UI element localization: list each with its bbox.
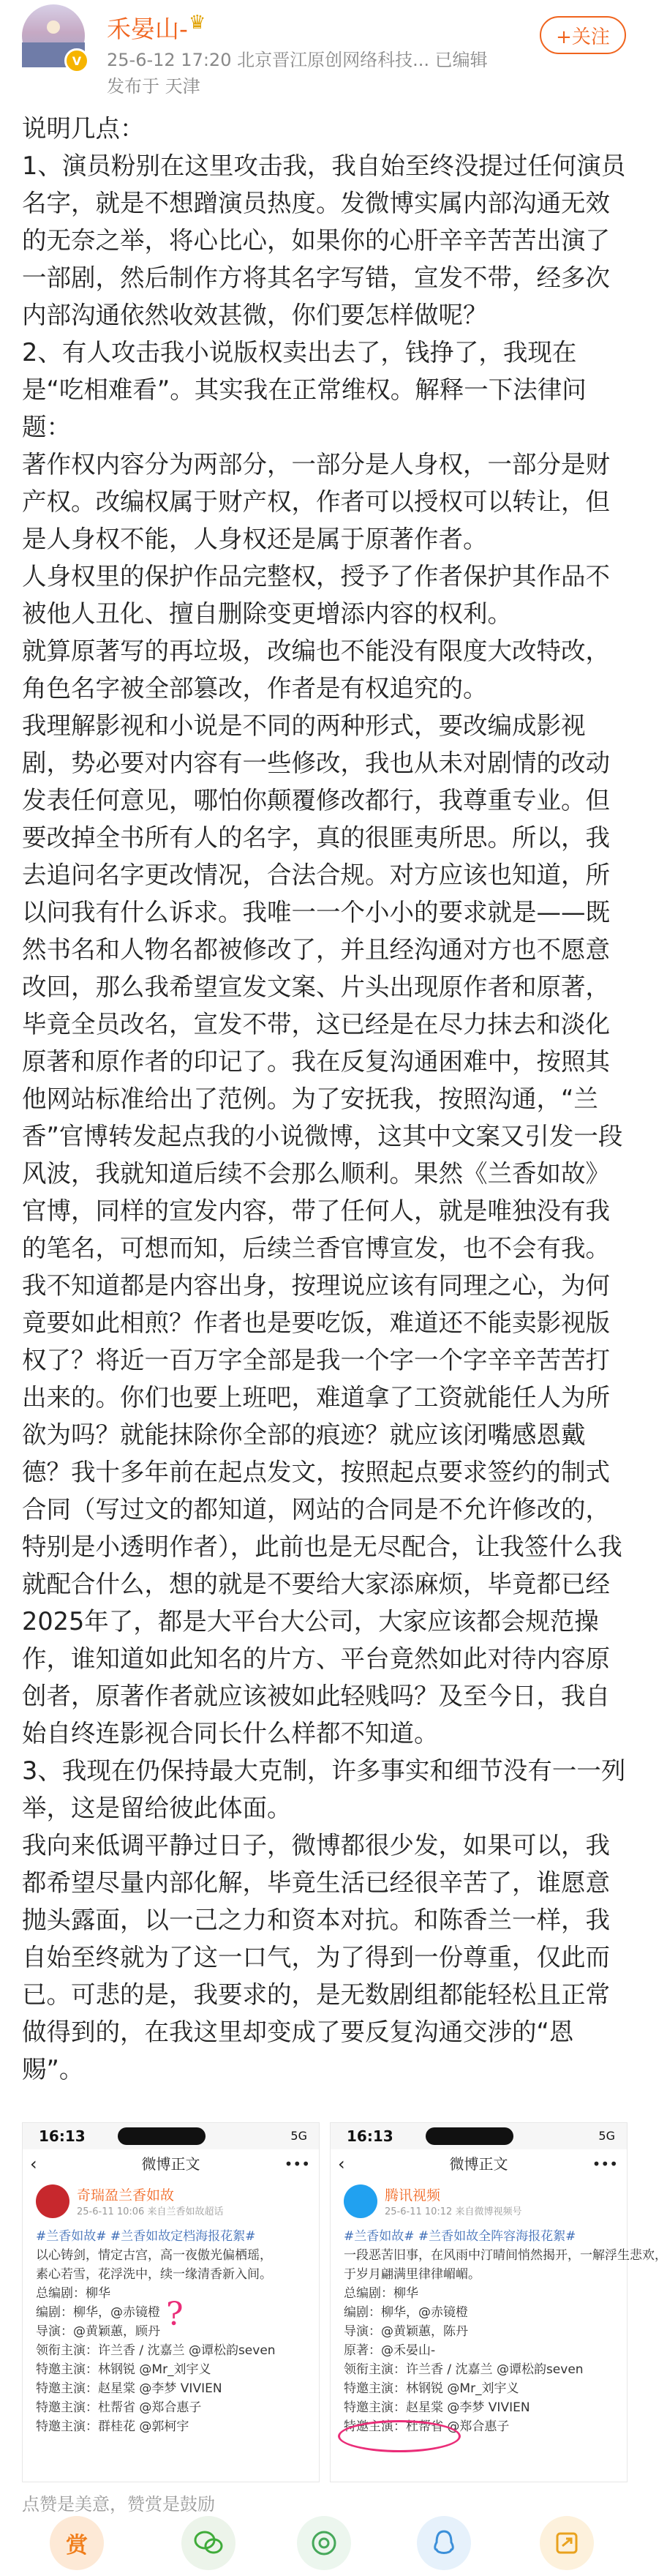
screen-title: 微博正文 [449,2155,508,2173]
text-line: 以心铸剑，情定古宫，高一夜傲光偏栖瑶， [36,2248,272,2263]
follow-button[interactable]: +关注 [540,16,626,54]
post-paragraph: 人身权里的保护作品完整权，授予了作者保护其作品不被他人丑化、擅自删除变更增添内容的权利。 [22,562,610,628]
text-line: 特邀主演：赵星棠 @李梦 VIVIEN [36,2381,222,2396]
share-icon[interactable] [540,2516,594,2570]
account-name: 腾讯视频 [385,2187,441,2204]
text-line: #兰香如故# #兰香如故全阵容海报花絮# [344,2229,576,2244]
status-time: 16:13 [347,2127,393,2145]
text-line: 总编剧：柳华 [344,2286,418,2301]
text-line: 导演：@黄颖蕙，顾丹 [36,2324,160,2339]
text-line: 特邀主演：杜帮省 @郑合惠子 [36,2400,202,2415]
verified-badge-icon: V [64,48,89,73]
moments-icon[interactable] [297,2516,351,2570]
post-paragraph: 3、我现在仍保持最大克制，许多事实和细节没有一一列举，这是留给彼此体面。 [22,1756,626,1822]
crown-icon: ♛ [189,12,206,34]
text-line: 编剧：柳华，@赤镜橙 [344,2305,468,2320]
qq-icon[interactable] [417,2516,471,2570]
text-line: 导演：@黄颖蕙，陈丹 [344,2324,468,2339]
screen-title: 微博正文 [141,2155,200,2173]
post-meta: 25-6-12 17:20 北京晋江原创网络科技... 已编辑 [107,50,488,70]
account-avatar [36,2184,69,2218]
text-line: 特邀主演：林钢锐 @Mr_刘宇义 [36,2362,211,2377]
dynamic-island [426,2127,513,2145]
question-mark-annotation: ? [166,2296,184,2333]
reward-note: 点赞是美意，赞赏是鼓励 [22,2494,215,2515]
text-line: 总编剧：柳华 [36,2286,110,2301]
text-line: 一段恶苦旧事，在风雨中汀晴间悄然揭开，一解浮生悲欢， [344,2248,667,2263]
dynamic-island [118,2127,206,2145]
attached-screenshot-1[interactable] [22,2122,320,2482]
wechat-icon[interactable] [181,2516,235,2570]
account-meta: 25-6-11 10:06 来自兰香如故超话 [77,2206,224,2217]
post-paragraph: 1、演员粉别在这里攻击我，我自始至终没提过任何演员名字，就是不想蹭演员热度。发微博实属内部沟通无效的无奈之举，将心比心，如果你的心肝辛辛苦苦出演了一部剧，然后制作方将其名字写错，宣发不带，经多次内部沟通依然收效甚微，你们要怎样做呢？ [22,151,626,329]
text-line: 原著：@禾晏山- [344,2343,436,2358]
post-paragraph: 我理解影视和小说是不同的两种形式，要改编成影视剧，势必要对内容有一些修改，我也从未对剧情的改动发表任何意见，哪怕你颠覆修改都行，我尊重专业。但要改掉全书所有人的名字，真的很匪夷所思。所以，我去追问名字更改情况，合法合规。对方应该也知道，所以问我有什么诉求。我唯一一个小小的要求就是——既然书名和人物名都被修改了，并且经沟通对方也不愿意改回，那么我希望宣发文案、片头出现原作者和原著，毕竟全员改名，宣发不带，这已经是在尽力抹去和淡化原著和原作者的印记了。我在反复沟通困难中，按照其他网站标准给出了范例。为了安抚我，按照沟通，“兰香”官博转发起点我的小说微博，这其中文案又引发一段风波，我就知道后续不会那么顺利。果然《兰香如故》官博，同样的宣发内容，带了任何人，就是唯独没有我的笔名，可想而知，后续兰香官博宣发，也不会有我。我不知道都是内容出身，按理说应该有同理之心，为何竟要如此相煎？作者也是要吃饭，难道还不能卖影视版权了？将近一百万字全部是我一个字一个字辛辛苦苦打出来的。你们也要上班吧，难道拿了工资就能任人为所欲为吗？就能抹除你全部的痕迹？就应该闭嘴感恩戴德？我十多年前在起点发文，按照起点要求签约的制式合同（写过文的都知道，网站的合同是不允许修改的，特别是小透明作者），此前也是无尽配合，让我签什么我就配合什么，想的就是不要给大家添麻烦，毕竟都已经2025年了，都是大平台大公司，大家应该都会规范操作，谁知道如此知名的片方、平台竟然如此对待内容原创者，原著作者就应该被如此轻贱吗？及至今日，我自始自终连影视合同长什么样都不知道。 [22,711,623,1748]
screenshot-text [344,2227,667,2436]
text-line: 编剧：柳华，@赤镜橙 [36,2305,160,2320]
circle-annotation [338,2420,461,2452]
attached-screenshot-2[interactable] [330,2122,667,2482]
post-paragraph: 2、有人攻击我小说版权卖出去了，钱挣了，我现在是“吃相难看”。其实我在正常维权。解释一下法律问题： [22,338,587,441]
text-line: 特邀主演：杜帮省 @郑合惠子 [344,2419,510,2434]
bottom-toolbar [0,2509,648,2576]
post-body [22,110,626,2088]
post-location: 发布于 天津 [107,76,200,97]
back-icon: ‹ [30,2154,37,2174]
text-line: 领衔主演：许兰香 / 沈嘉兰 @谭松韵seven [344,2362,584,2377]
text-line: 素心若雪，花浮洗中，续一缘清香新入间。 [36,2267,272,2282]
post-paragraph: 说明几点： [22,114,145,143]
status-time: 16:13 [39,2127,86,2145]
post-header [0,0,648,99]
text-line: 特邀主演：林钢锐 @Mr_刘宇义 [344,2381,519,2396]
post-paragraph: 我向来低调平静过日子，微博都很少发，如果可以，我都希望尽量内部化解，毕竟生活已经很辛苦了，谁愿意抛头露面，以一己之力和资本对抗。和陈香兰一样，我自始至终就为了这一口气，为了得到一份尊重，仅此而已。可悲的是，我要求的，是无数剧组都能轻松且正常做得到的，在我这里却变成了要反复沟通交涉的“恩赐”。 [22,1831,610,2083]
attached-images [22,2122,667,2481]
account-meta: 25-6-11 10:12 来自微博视频号 [385,2206,522,2217]
text-line: 特邀主演：群桂花 @郭柯宇 [36,2419,189,2434]
reward-button[interactable]: 赏 [50,2516,104,2570]
account-name: 奇瑞盈兰香如故 [77,2187,175,2204]
post-paragraph: 著作权内容分为两部分，一部分是人身权，一部分是财产权。改编权属于财产权，作者可以授权可以转让，但是人身权不能，人身权还是属于原著作者。 [22,450,610,553]
text-line: 于岁月翩满里律律嵋嵋。 [344,2267,481,2282]
back-icon: ‹ [338,2154,345,2174]
more-icon: ••• [592,2155,618,2173]
text-line: 领衔主演：许兰香 / 沈嘉兰 @谭松韵seven [36,2343,276,2358]
signal-indicator: 5G [598,2129,615,2143]
text-line: #兰香如故# #兰香如故定档海报花絮# [36,2229,256,2244]
signal-indicator: 5G [290,2129,307,2143]
post-paragraph: 就算原著写的再垃圾，改编也不能没有限度大改特改，角色名字被全部篡改，作者是有权追究的。 [22,637,610,703]
username[interactable]: 禾晏山- [107,15,188,43]
more-icon: ••• [284,2155,310,2173]
text-line: 特邀主演：赵星棠 @李梦 VIVIEN [344,2400,530,2415]
account-avatar [344,2184,377,2218]
